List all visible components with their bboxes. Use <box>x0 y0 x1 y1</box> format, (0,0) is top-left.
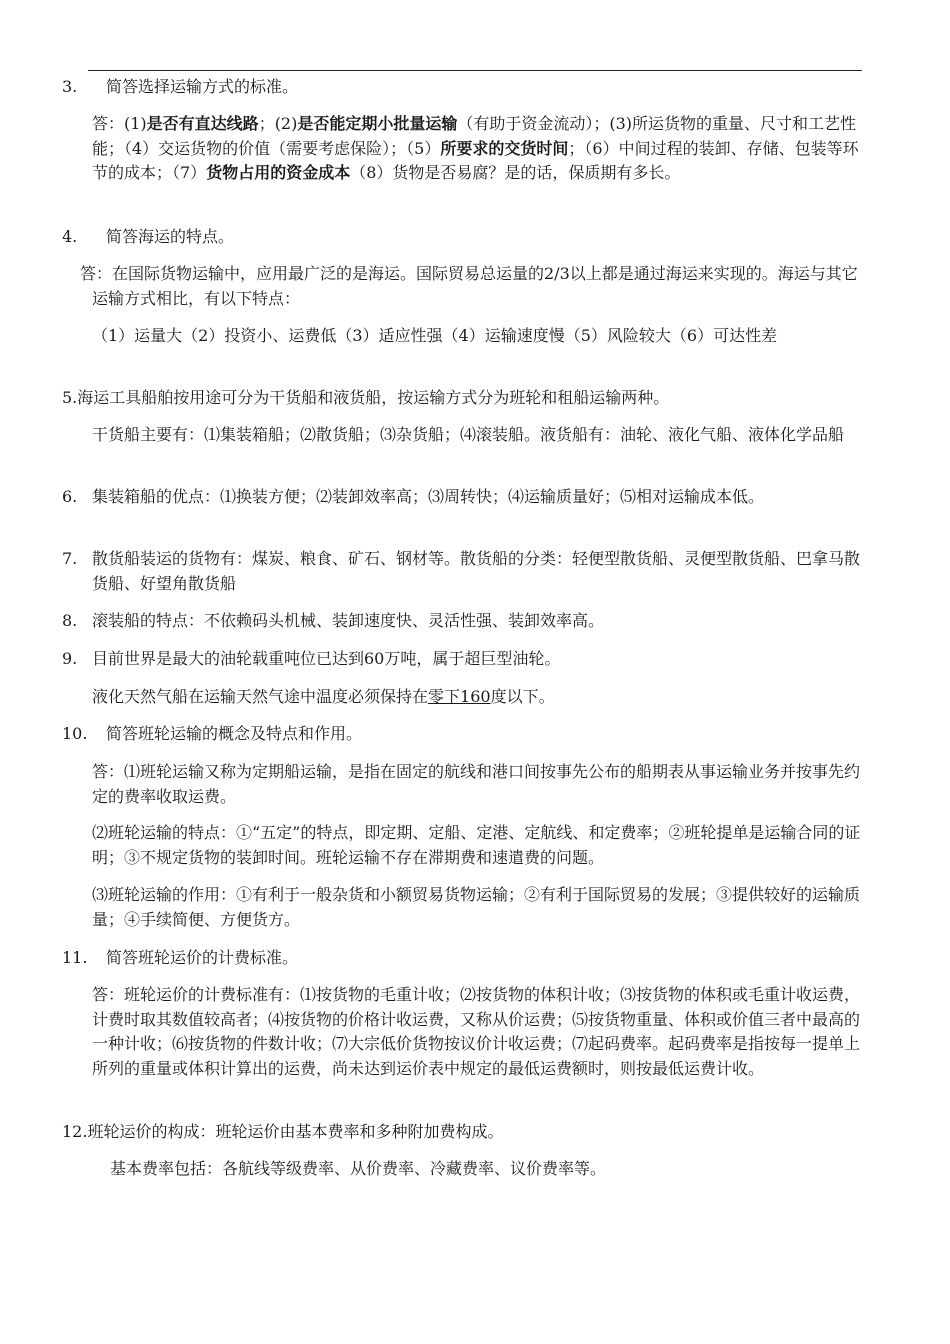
question-3-answer: 答：(1)是否有直达线路；(2)是否能定期小批量运输（有助于资金流动）；(3)所运货物的重量、尺寸和工艺性能；（4）交运货物的价值（需要考虑保险）；（5）所要求的交货时间；（6）中间过程的装卸、存储、包装等环节的成本；（7）货物占用的资金成本（8）货物是否易腐？是的话，保质期有多长。 <box>92 114 859 182</box>
question-10-title <box>62 722 862 747</box>
question-5: 5.海运工具船舶按用途可分为干货船和液货船，按运输方式分为班轮和租船运输两种。 <box>62 388 670 407</box>
question-12: 12.班轮运价的构成：班轮运价由基本费率和多种附加费构成。 <box>62 1122 504 1141</box>
question-3-title <box>62 75 862 100</box>
question-5-detail: 干货船主要有：⑴集装箱船；⑵散货船；⑶杂货船；⑷滚装船。液货船有：油轮、液化气船、液体化学品船 <box>92 425 845 444</box>
question-11-title <box>62 946 862 971</box>
question-text: 简答海运的特点。 <box>106 227 235 246</box>
question-7: 7. 散货船装运的货物有：煤炭、粮食、矿石、钢材等。散货船的分类：轻便型散货船、灵便型散货船、巴拿马散货船、好望角散货船 <box>62 549 861 593</box>
question-number: 10. <box>62 724 88 743</box>
question-number: 3. <box>62 77 78 96</box>
question-4-answer-intro: 答：在国际货物运输中，应用最广泛的是海运。国际贸易总运量的2/3以上都是通过海运来实现的。海运与其它运输方式相比，有以下特点： <box>80 264 858 308</box>
question-9-detail: 液化天然气船在运输天然气途中温度必须保持在零下160度以下。 <box>92 687 555 706</box>
question-12-detail: 基本费率包括：各航线等级费率、从价费率、冷藏费率、议价费率等。 <box>110 1159 607 1178</box>
question-9: 9. 目前世界是最大的油轮载重吨位已达到60万吨，属于超巨型油轮。 <box>62 649 561 668</box>
question-6: 6. 集装箱船的优点：⑴换装方便；⑵装卸效率高；⑶周转快；⑷运输质量好；⑸相对运输成本低。 <box>62 487 765 506</box>
question-4-answer-list: （1）运量大（2）投资小、运费低（3）适应性强（4）运输速度慢（5）风险较大（6）可达性差 <box>92 326 778 345</box>
header-rule <box>88 70 862 71</box>
question-11-answer: 答：班轮运价的计费标准有：⑴按货物的毛重计收；⑵按货物的体积计收；⑶按货物的体积或毛重计收运费，计费时取其数值较高者；⑷按货物的价格计收运费，又称从价运费；⑸按货物重量、体积或价值三者中最高的一种计收；⑹按货物的件数计收；⑺大宗低价货物按议价计收运费；⑺起码费率。起码费率是指按每一提单上所列的重量或体积计算出的运费，尚未达到运价表中规定的最低运费额时，则按最低运费计收。 <box>92 985 861 1078</box>
question-number: 4. <box>62 227 78 246</box>
question-4-title <box>62 225 862 250</box>
question-8: 8. 滚装船的特点：不依赖码头机械、装卸速度快、灵活性强、装卸效率高。 <box>62 611 605 630</box>
question-10-answer-2: ⑵班轮运输的特点：①“五定”的特点，即定期、定船、定港、定航线、和定费率；②班轮提单是运输合同的证明；③不规定货物的装卸时间。班轮运输不存在滞期费和速遣费的问题。 <box>92 823 861 867</box>
question-10-answer-1: 答：⑴班轮运输又称为定期船运输，是指在固定的航线和港口间按事先公布的船期表从事运输业务并按事先约定的费率收取运费。 <box>92 762 861 806</box>
question-text: 简答班轮运输的概念及特点和作用。 <box>106 724 363 743</box>
question-number: 11. <box>62 948 88 967</box>
question-text: 简答班轮运价的计费标准。 <box>106 948 299 967</box>
question-10-answer-3: ⑶班轮运输的作用：①有利于一般杂货和小额贸易货物运输；②有利于国际贸易的发展；③提供较好的运输质量；④手续简便、方便货方。 <box>92 885 861 929</box>
question-text: 简答选择运输方式的标准。 <box>106 77 299 96</box>
